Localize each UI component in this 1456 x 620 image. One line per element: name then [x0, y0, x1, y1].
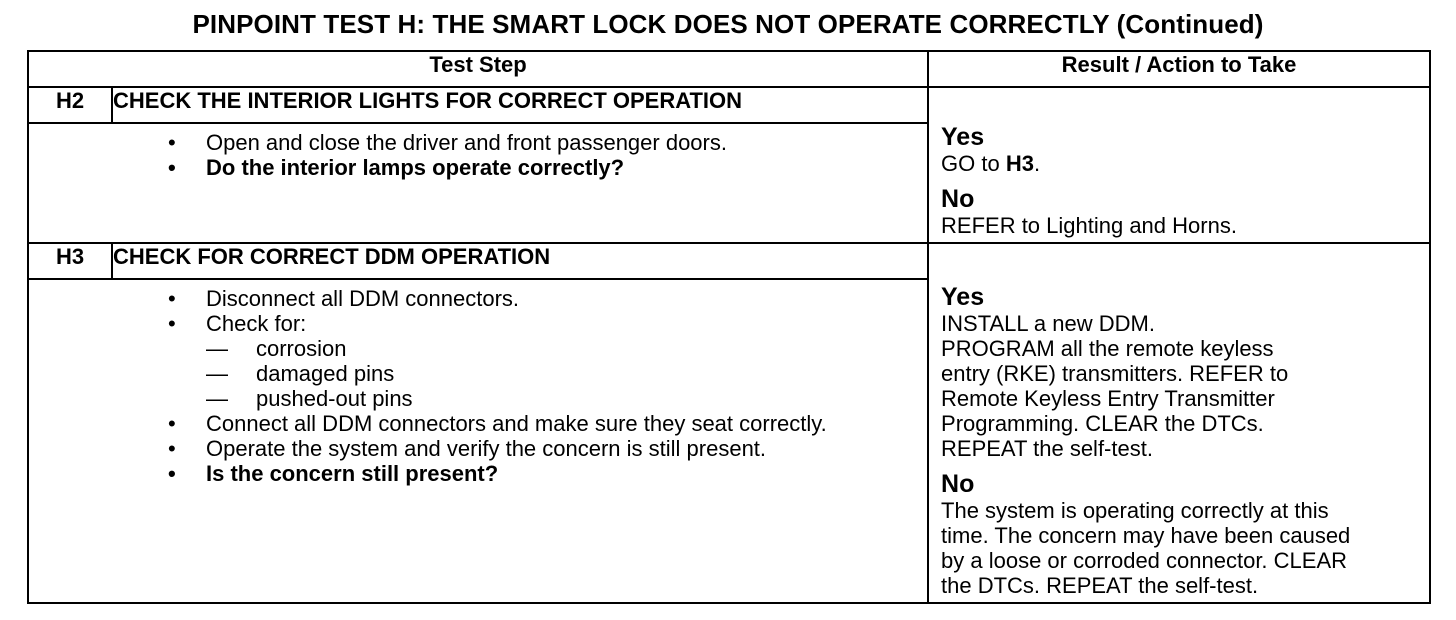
sub-list-item: — damaged pins	[206, 361, 927, 386]
list-item: • Operate the system and verify the concern is still present.	[206, 436, 927, 461]
no-action: REFER to Lighting and Horns.	[941, 213, 1237, 238]
result-cell	[928, 243, 1430, 603]
yes-action: GO to H3.	[941, 151, 1041, 176]
step-instructions	[112, 123, 928, 243]
no-action-line: time. The concern may have been caused	[941, 523, 1351, 548]
list-item: • Connect all DDM connectors and make sure they seat correctly.	[206, 411, 927, 436]
list-item: • Open and close the driver and front passenger doors.	[206, 130, 927, 155]
sub-list-item: — corrosion	[206, 336, 927, 361]
list-item: • Is the concern still present?	[206, 461, 927, 486]
step-id: H2	[28, 87, 112, 123]
yes-label: Yes	[941, 283, 985, 311]
yes-action-line: REPEAT the self-test.	[941, 436, 1153, 461]
list-item: • Check for:	[206, 311, 927, 336]
yes-action-line: entry (RKE) transmitters. REFER to	[941, 361, 1289, 386]
yes-label: Yes	[941, 123, 985, 151]
step-id: H3	[28, 243, 112, 279]
yes-action-line: PROGRAM all the remote keyless	[941, 336, 1274, 361]
result-cell	[928, 87, 1430, 243]
result-header: Result / Action to Take	[928, 51, 1430, 87]
no-label: No	[941, 185, 975, 213]
yes-action-line: Remote Keyless Entry Transmitter	[941, 386, 1275, 411]
no-action-line: The system is operating correctly at this	[941, 498, 1329, 523]
test-step-header: Test Step	[28, 51, 928, 87]
step-instructions	[112, 279, 928, 603]
step-title: CHECK THE INTERIOR LIGHTS FOR CORRECT OPERATION	[112, 87, 928, 123]
table-header-row	[28, 51, 1430, 87]
pinpoint-test-table	[27, 50, 1431, 604]
no-action-line: by a loose or corroded connector. CLEAR	[941, 548, 1348, 573]
step-title-row	[28, 87, 1430, 123]
step-title: CHECK FOR CORRECT DDM OPERATION	[112, 243, 928, 279]
sub-list-item: — pushed-out pins	[206, 386, 927, 411]
step-title-row	[28, 243, 1430, 279]
no-label: No	[941, 470, 975, 498]
page-title: PINPOINT TEST H: THE SMART LOCK DOES NOT OPERATE CORRECTLY (Continued)	[192, 9, 1264, 39]
list-item: • Disconnect all DDM connectors.	[206, 286, 927, 311]
list-item: • Do the interior lamps operate correctly?	[206, 155, 927, 180]
yes-action-line: INSTALL a new DDM.	[941, 311, 1155, 336]
step-reference-link[interactable]: H3	[1005, 151, 1034, 176]
yes-action-line: Programming. CLEAR the DTCs.	[941, 411, 1264, 436]
no-action-line: the DTCs. REPEAT the self-test.	[941, 573, 1259, 598]
